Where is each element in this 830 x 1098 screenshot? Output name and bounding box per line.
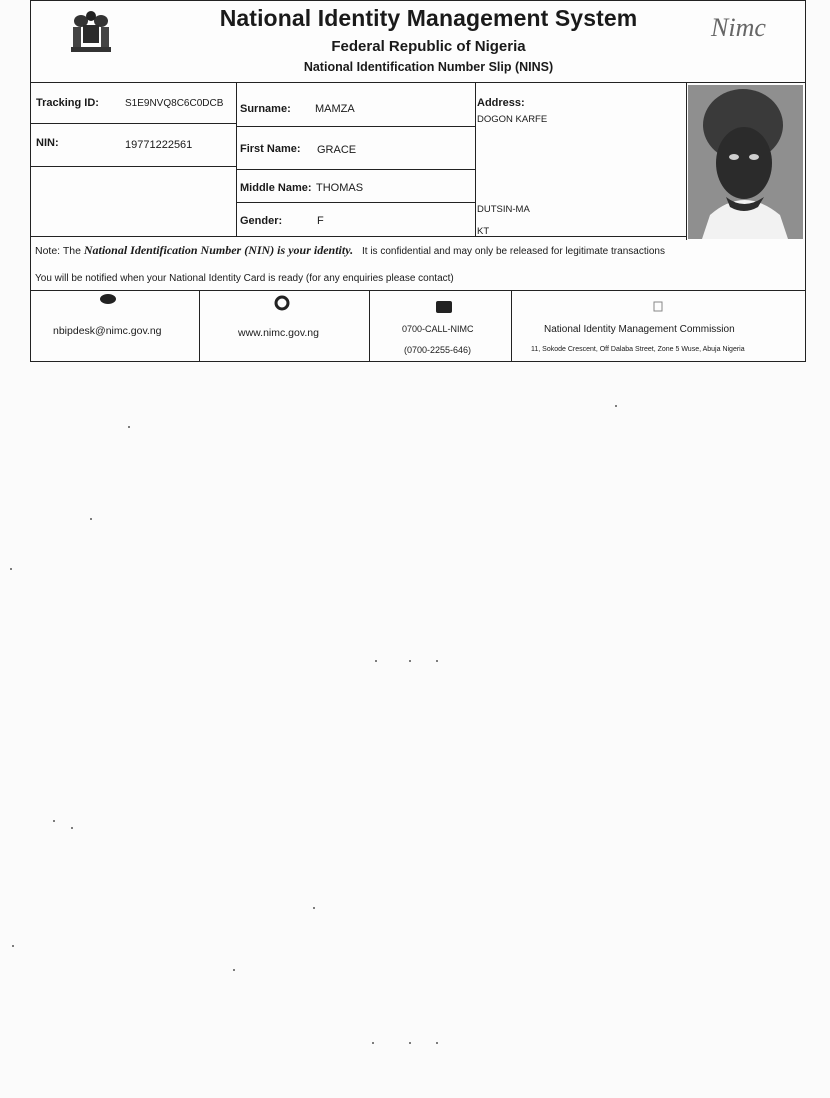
website-url: www.nimc.gov.ng — [238, 327, 319, 339]
org-address: 11, Sokode Crescent, Off Dalaba Street, Zone 5 Wuse, Abuja Nigeria — [531, 346, 745, 353]
coat-of-arms-icon — [65, 7, 117, 57]
note-emphasis: National Identification Number (NIN) is your identity. — [83, 243, 354, 257]
gender-label: Gender: — [240, 215, 283, 227]
nimc-logo: Nimc — [711, 13, 766, 42]
divider — [369, 290, 370, 361]
phone-label: 0700-CALL-NIMC — [402, 324, 474, 334]
divider — [236, 169, 475, 170]
contacts-divider — [31, 290, 805, 291]
address-line-1: DOGON KARFE — [477, 114, 548, 125]
first-name-label: First Name: — [240, 143, 301, 155]
email-icon — [99, 293, 117, 305]
page-title: National Identity Management System — [219, 5, 638, 31]
passport-photo — [688, 85, 803, 239]
divider — [199, 290, 200, 361]
nin-slip — [30, 0, 806, 362]
slip-title: National Identification Number Slip (NINS) — [303, 60, 554, 74]
tracking-id-value: S1E9NVQ8C6C0DCB — [125, 98, 224, 109]
divider — [236, 82, 237, 236]
building-icon — [651, 299, 665, 313]
nin-label: NIN: — [36, 137, 59, 149]
email-address: nbipdesk@nimc.gov.ng — [53, 325, 162, 337]
note-prefix: Note: The — [35, 245, 81, 257]
divider — [236, 202, 475, 203]
header-divider — [31, 82, 805, 83]
tracking-id-label: Tracking ID: — [36, 97, 99, 109]
page-subtitle: Federal Republic of Nigeria — [331, 38, 526, 55]
first-name-value: GRACE — [317, 144, 357, 156]
phone-icon — [434, 297, 454, 315]
surname-label: Surname: — [240, 103, 291, 115]
divider — [31, 166, 236, 167]
org-name: National Identity Management Commission — [544, 324, 735, 335]
divider — [31, 123, 236, 124]
note-line-1 — [35, 243, 665, 258]
divider — [236, 126, 475, 127]
note-line-2: You will be notified when your National Identity Card is ready (for any enquiries please contact) — [35, 273, 454, 284]
globe-icon — [273, 295, 291, 311]
divider — [475, 82, 476, 236]
divider — [511, 290, 512, 361]
middle-name-value: THOMAS — [316, 182, 364, 194]
middle-name-label: Middle Name: — [240, 182, 312, 194]
portrait-image — [688, 85, 803, 239]
address-line-3: KT — [477, 226, 490, 237]
divider — [31, 236, 686, 237]
gender-value: F — [317, 215, 324, 227]
address-line-2: DUTSIN-MA — [477, 204, 530, 215]
note-rest: It is confidential and may only be released for legitimate transactions — [362, 246, 665, 257]
nin-value: 19771222561 — [125, 139, 193, 151]
surname-value: MAMZA — [315, 103, 355, 115]
address-label: Address: — [477, 97, 525, 109]
divider — [686, 82, 687, 240]
phone-number: (0700-2255-646) — [404, 345, 472, 355]
